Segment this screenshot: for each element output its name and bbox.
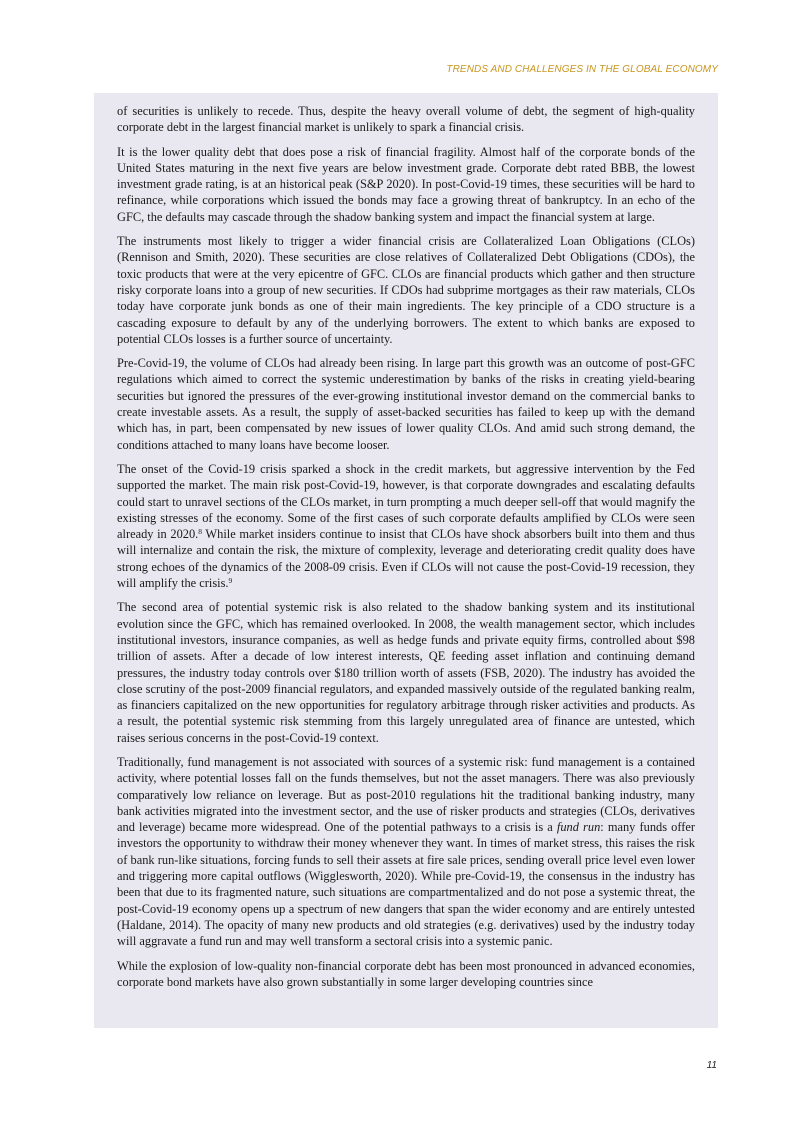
text-box [94,93,718,1028]
fund-run-term: fund run [556,820,601,835]
footnote-ref-9[interactable]: 9 [228,576,233,586]
paragraph-1: of securities is unlikely to recede. Thus, despite the heavy overall volume of debt, the segment of high-quality corporate debt in the largest financial market is unlikely to spark a financial crisis. [117,104,695,135]
page-number: 11 [706,1060,717,1071]
paragraph-8: While the explosion of low-quality non-financial corporate debt has been most pronounced in advanced economies, corporate bond markets have also grown substantially in some larger developing countries since [117,958,695,989]
paragraph-7 [117,754,695,950]
paragraph-7-text-a: Traditionally, fund management is not associated with sources of a systemic risk: fund management is a contained activity, where potential losses fall on the funds themselves, but not the asset managers. There was also previously comparatively low reliance on leverage. But as post-2010 regulations hit the traditional banking industry, many bank activities migrated into the investment sector, and the use of risker products and strategies (CLOs, derivatives and leverage) became more widespread. One of the potential pathways to a crisis is a [117,754,695,835]
paragraph-2: It is the lower quality debt that does pose a risk of financial fragility. Almost half of the corporate bonds of the United States maturing in the next five years are below investment grade. Corporate debt rated BBB, the lowest investment grade rating, is at an historical peak (S&P 2020). In post-Covid-19 times, these securities will be hard to refinance, while corporations which issued the bonds may face a growing threat of bankruptcy. In an echo of the GFC, the defaults may cascade through the shadow banking system and impact the financial system at large. [117,144,695,224]
paragraph-5 [117,461,695,591]
paragraph-4: Pre-Covid-19, the volume of CLOs had already been rising. In large part this growth was an outcome of post-GFC regulations which aimed to correct the systemic underestimation by banks of the risks in creating yield-bearing securities but ignored the pressures of the ever-growing institutional investor demand on the commercial banks to create investable assets. As a result, the supply of asset-backed securities has failed to keep up with the demand which has, in part, been compensated by new issues of lower quality CLOs. And amid such strong demand, the conditions attached to many loans have become looser. [117,356,695,452]
paragraph-3: The instruments most likely to trigger a wider financial crisis are Collateralized Loan Obligations (CLOs) (Rennison and Smith, 2020). These securities are close relatives of Collateralized Debt Obligations (CDOs), the toxic products that were at the very epicentre of GFC. CLOs are financial products which gather and then structure risky corporate loans into a group of new securities. If CDOs had subprime mortgages as their raw materials, CLOs today have corporate junk bonds as one of their main ingredients. The key principle of a CDO structure is a cascading exposure to default by any of the underlying borrowers. The extent to which banks are exposed to potential CLOs losses is a further source of uncertainty. [117,234,695,346]
footnote-ref-8[interactable]: 8 [198,527,203,537]
paragraph-7-text-b: : many funds offer investors the opportunity to withdraw their money whenever they want. In times of market stress, this raises the risk of bank run-like situations, forcing funds to sell their assets at fire sale prices, sending overall price level even lower and triggering more capital outflows (Wigglesworth, 2020). While pre-Covid-19, the consensus in the industry has been that due to its fragmented nature, such situations are compartmentalized and do not pose a systemic threat, the post-Covid-19 economy opens up a spectrum of new dangers that span the wider economy and are entirely untested (Haldane, 2014). The opacity of many new products and old strategies (e.g. derivatives) used by the industry today will aggravate a fund run and may well transform a sectoral crisis into a systemic panic. [117,820,695,949]
paragraph-5-text-a: The onset of the Covid-19 crisis sparked a shock in the credit markets, but aggressive intervention by the Fed supported the market. The main risk post-Covid-19, however, is that corporate downgrades and escalating defaults could start to unravel sections of the CLOs market, in turn prompting a much deeper sell-off that would magnify the existing stresses of the economy. Some of the first cases of such corporate defaults amplified by CLOs were seen already in 2020. [117,461,695,542]
paragraph-5-text-b: While market insiders continue to insist that CLOs have shock absorbers built into them and thus will internalize and contain the risk, the mixture of complexity, leverage and deteriorating credit quality does have strong echoes of the dynamics of the 2008-09 crisis. Even if CLOs will not cause the post-Covid-19 recession, they will amplify the crisis. [117,527,696,591]
running-header: TRENDS AND CHALLENGES IN THE GLOBAL ECONOMY [446,64,718,75]
paragraph-6: The second area of potential systemic risk is also related to the shadow banking system and its institutional evolution since the GFC, which has remained overlooked. In 2008, the wealth management sector, which includes institutional investors, insurance companies, as well as hedge funds and private equity firms, controlled about $98 trillion of assets. After a decade of low interest interests, QE feeding asset inflation and continuing demand pressures, the industry today controls over $180 trillion worth of assets (FSB, 2020). The industry has avoided the close scrutiny of the post-2009 financial regulators, and expanded massively outside of the regulated banking realm, as financiers capitalized on the new opportunities for regulatory arbitrage through risker activities and products. As a result, the potential systemic risk stemming from this largely unregulated area of finance are untested, which raises serious concerns in the post-Covid-19 context. [117,600,695,745]
